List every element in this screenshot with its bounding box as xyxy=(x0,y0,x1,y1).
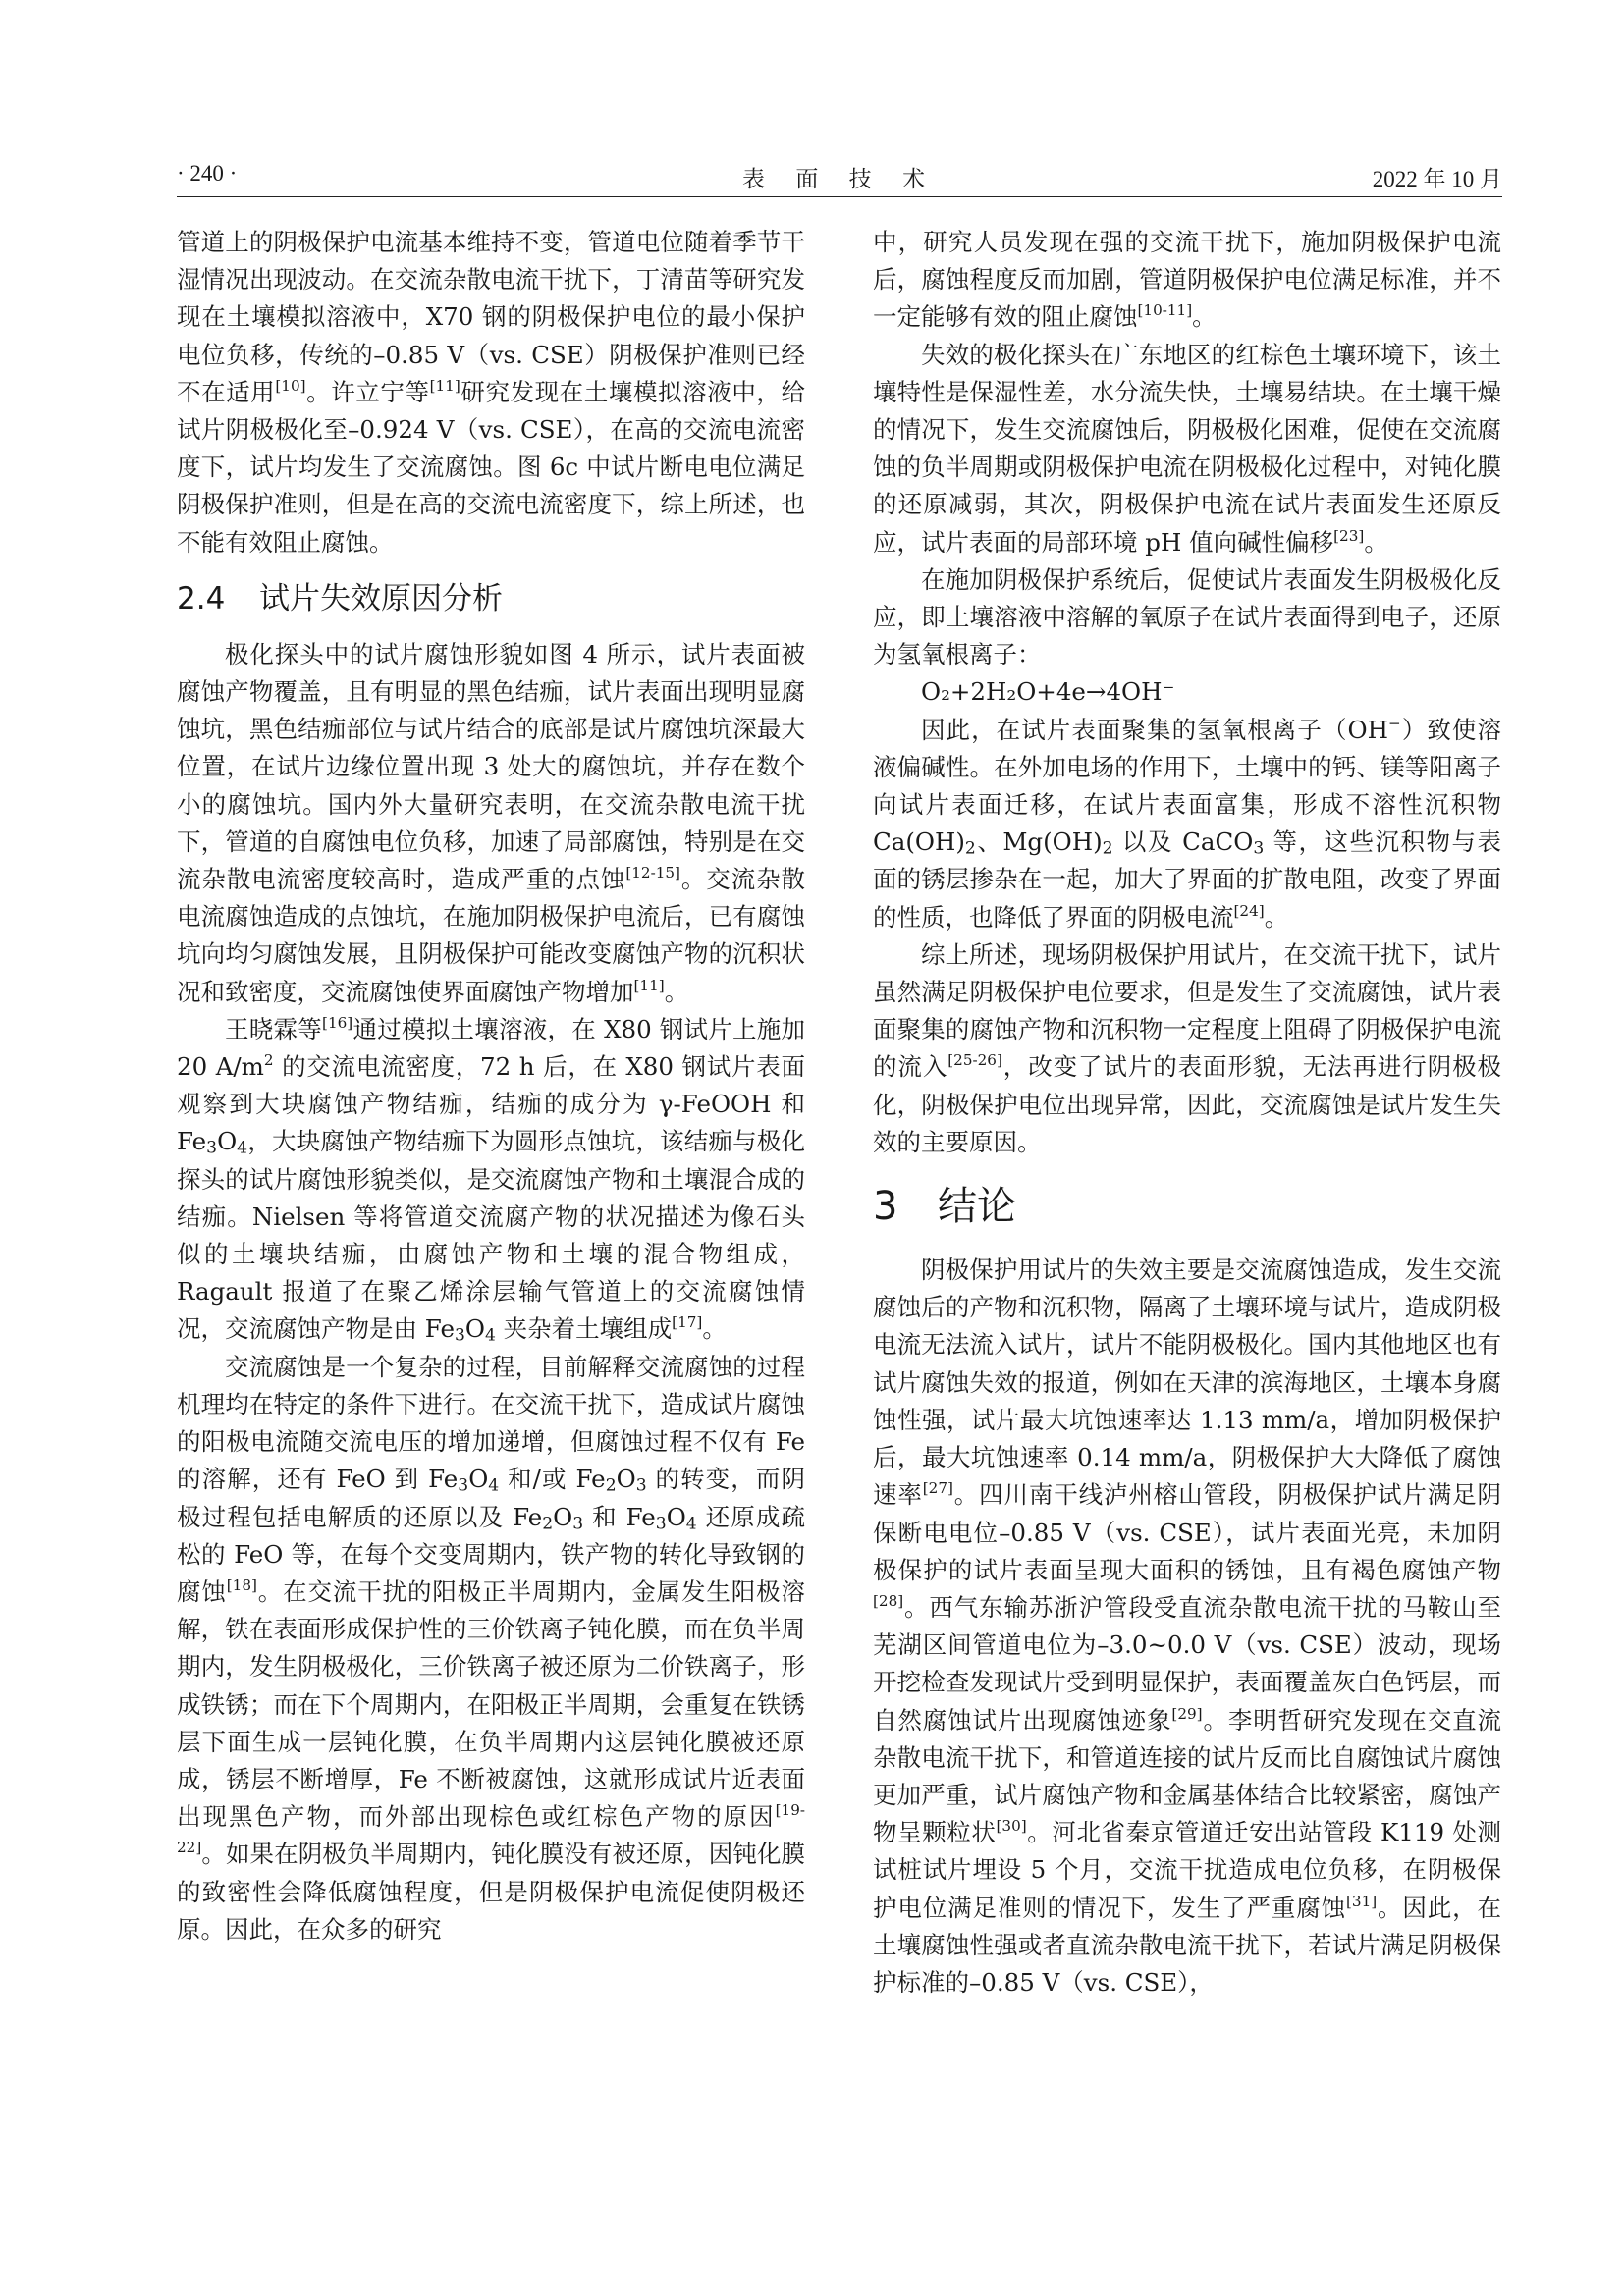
citation: [10-11] xyxy=(1137,301,1193,320)
paragraph: 失效的极化探头在广东地区的红棕色土壤环境下，该土壤特性是保湿性差，水分流失快，土壤易结块。在土壤干燥的情况下，发生交流腐蚀后，阴极极化困难，促使在交流腐蚀的负半周期或阴极保护电流在阴极极化过程中，对钝化膜的还原减弱，其次，阴极保护电流在试片表面发生还原反应，试片表面的局部环境 pH 值向碱性偏移[23]。 xyxy=(873,340,1501,557)
citation: [16] xyxy=(322,1014,353,1032)
right-column xyxy=(873,224,1501,2002)
citation: [23] xyxy=(1333,526,1365,545)
section-heading xyxy=(177,561,805,636)
paragraph: 交流腐蚀是一个复杂的过程，目前解释交流腐蚀的过程机理均在特定的条件下进行。在交流干扰下，造成试片腐蚀的阳极电流随交流电压的增加递增，但腐蚀过程不仅有 Fe 的溶解，还有 FeO 到 $Fe_3O_4$ 和/或 $Fe_2O_3$ 的转变，而阴极过程包括电解质的还原以及 $Fe_2O_3$ 和 $Fe_3O_4$ 还原成疏松的 FeO 等，在每个交变周期内，铁产物的转化导致钢的腐蚀[18]。在交流干扰的阳极正半周期内，金属发生阳极溶解，铁在表面形成保护性的三价铁离子钝化膜，而在负半周期内，发生阴极极化，三价铁离子被还原为二价铁离子，形成铁锈；而在下个周期内，在阳极正半周期，会重复在铁锈层下面生成一层钝化膜，在负半周期内这层钝化膜被还原成，锈层不断增厚，Fe 不断被腐蚀，这就形成试片近表面出现黑色产物，而外部出现棕色或红棕色产物的原因[19-22]。如果在阴极负半周期内，钝化膜没有被还原，因钝化膜的致密性会降低腐蚀程度，但是阴极保护电流促使阴极还原。因此，在众多的研究 xyxy=(177,1352,805,1944)
citation: [25-26] xyxy=(947,1051,1002,1070)
paragraph: 管道上的阴极保护电流基本维持不变，管道电位随着季节干湿情况出现波动。在交流杂散电流干扰下，丁清苗等研究发现在土壤模拟溶液中，X70 钢的阴极保护电位的最小保护电位负移，传统的–0.85 V（vs. CSE）阴极保护准则已经不在适用[10]。许立宁等[11]研究发现在土壤模拟溶液中，给试片阴极极化至–0.924 V（vs. CSE），在高的交流电流密度下，试片均发生了交流腐蚀。图 6c 中试片断电电位满足阴极保护准则，但是在高的交流电流密度下，综上所述，也不能有效阻止腐蚀。 xyxy=(177,228,806,557)
paragraph: 因此，在试片表面聚集的氢氧根离子（OH−）致使溶液偏碱性。在外加电场的作用下，土壤中的钙、镁等阳离子向试片表面迁移，在试片表面富集，形成不溶性沉积物 $Ca(OH)_2$、$Mg(OH)_2$ 以及 CaCO$_3$ 等，这些沉积物与表面的锈层掺杂在一起，加大了界面的扩散电阻，改变了界面的性质，也降低了界面的阴极电流[24]。 xyxy=(873,714,1501,932)
paragraph: 中，研究人员发现在强的交流干扰下，施加阴极保护电流后，腐蚀程度反而加剧，管道阴极保护电位满足标准，并不一定能够有效的阻止腐蚀[10-11]。 xyxy=(873,228,1501,332)
citation: [19-22] xyxy=(177,1801,805,1857)
section-number: 3 xyxy=(873,1184,898,1230)
citation: [24] xyxy=(1233,901,1265,920)
citation: [29] xyxy=(1171,1704,1203,1723)
citation: [11] xyxy=(429,376,460,395)
left-column xyxy=(177,224,805,1949)
paragraph: 综上所述，现场阴极保护用试片，在交流干扰下，试片虽然满足阴极保护电位要求，但是发生了交流腐蚀，试片表面聚集的腐蚀产物和沉积物一定程度上阻碍了阴极保护电流的流入[25-26]，改变了试片的表面形貌，无法再进行阴极极化，阴极保护电位出现异常，因此，交流腐蚀是试片发生失效的主要原因。 xyxy=(873,939,1502,1156)
paragraph: 阴极保护用试片的失效主要是交流腐蚀造成，发生交流腐蚀后的产物和沉积物，隔离了土壤环境与试片，造成阴极电流无法流入试片，试片不能阴极极化。国内其他地区也有试片腐蚀失效的报道，例如在天津的滨海地区，土壤本身腐蚀性强，试片最大坑蚀速率达 1.13 mm/a，增加阴极保护后，最大坑蚀速率 0.14 mm/a，阴极保护大大降低了腐蚀速率[27]。四川南干线泸州榕山管段，阴极保护试片满足阴保断电电位–0.85 V（vs. CSE），试片表面光亮，未加阴极保护的试片表面呈现大面积的锈蚀，且有褐色腐蚀产物[28]。西气东输苏浙沪管段受直流杂散电流干扰的马鞍山至芜湖区间管道电位为–3.0~0.0 V（vs. CSE）波动，现场开挖检查发现试片受到明显保护，表面覆盖灰白色钙层，而自然腐蚀试片出现腐蚀迹象[29]。李明哲研究发现在交直流杂散电流干扰下，和管道连接的试片反而比自腐蚀试片腐蚀更加严重，试片腐蚀产物和金属基体结合比较紧密，腐蚀产物呈颗粒状[30]。河北省秦京管道迁安出站管段 K119 处测试桩试片埋设 5 个月，交流干扰造成电位负移，在阴极保护电位满足准则的情况下，发生了严重腐蚀[31]。因此，在土壤腐蚀性强或者直流杂散电流干扰下，若试片满足阴极保护标准的–0.85 V（vs. CSE）， xyxy=(873,1255,1502,1997)
header-rule xyxy=(177,196,1502,197)
reaction-equation: O₂+2H₂O+4e→4OH⁻ xyxy=(921,677,1175,707)
citation: [27] xyxy=(922,1479,953,1498)
citation: [11] xyxy=(633,976,665,994)
page-header xyxy=(177,157,1502,196)
issue-date: 2022 年 10 月 xyxy=(1372,167,1502,191)
page-number: · 240 · xyxy=(177,161,238,186)
citation: [31] xyxy=(1345,1892,1378,1910)
journal-title: 表 面 技 术 xyxy=(742,167,937,192)
paragraph: 王晓霖等[16]通过模拟土壤溶液，在 X80 钢试片上施加 20 $A/m^2$ 的交流电流密度，72 h 后，在 X80 钢试片表面观察到大块腐蚀产物结痂，结痂的成分为 γ-FeOOH 和 $Fe_3O_4$，大块腐蚀产物结痂下为圆形点蚀坑，该结痂与极化探头的试片腐蚀形貌类似，是交流腐蚀产物和土壤混合成的结痂。Nielsen 等将管道交流腐产物的状况描述为像石头似的土壤块结痂，由腐蚀产物和土壤的混合物组成，Ragault 报道了在聚乙烯涂层输气管道上的交流腐蚀情况，交流腐蚀产物是由 $Fe_3O_4$ 夹杂着土壤组成[17]。 xyxy=(177,1014,805,1346)
citation: [10] xyxy=(275,376,306,395)
citation: [17] xyxy=(672,1313,703,1332)
section-title: 结论 xyxy=(938,1184,1016,1230)
citation: [12-15] xyxy=(625,864,680,882)
citation: [28] xyxy=(873,1592,904,1611)
paragraph: 极化探头中的试片腐蚀形貌如图 4 所示，试片表面被腐蚀产物覆盖，且有明显的黑色结痂，试片表面出现明显腐蚀坑，黑色结痂部位与试片结合的底部是试片腐蚀坑深最大位置，在试片边缘位置出现 3 处大的腐蚀坑，并存在数个小的腐蚀坑。国内外大量研究表明，在交流杂散电流干扰下，管道的自腐蚀电位负移，加速了局部腐蚀，特别是在交流杂散电流密度较高时，造成严重的点蚀[12-15]。交流杂散电流腐蚀造成的点蚀坑，在施加阴极保护电流后，已有腐蚀坑向均匀腐蚀发展，且阴极保护可能改变腐蚀产物的沉积状况和致密度，交流腐蚀使界面腐蚀产物增加[11]。 xyxy=(177,639,806,1006)
paragraph: 在施加阴极保护系统后，促使试片表面发生阴极极化反应，即土壤溶液中溶解的氧原子在试片表面得到电子，还原为氢氧根离子： xyxy=(873,564,1501,669)
section-number: 2.4 xyxy=(177,580,226,616)
citation: [30] xyxy=(996,1817,1027,1836)
citation: [18] xyxy=(226,1576,257,1595)
section-heading xyxy=(873,1161,1501,1252)
section-title: 试片失效原因分析 xyxy=(259,580,503,616)
